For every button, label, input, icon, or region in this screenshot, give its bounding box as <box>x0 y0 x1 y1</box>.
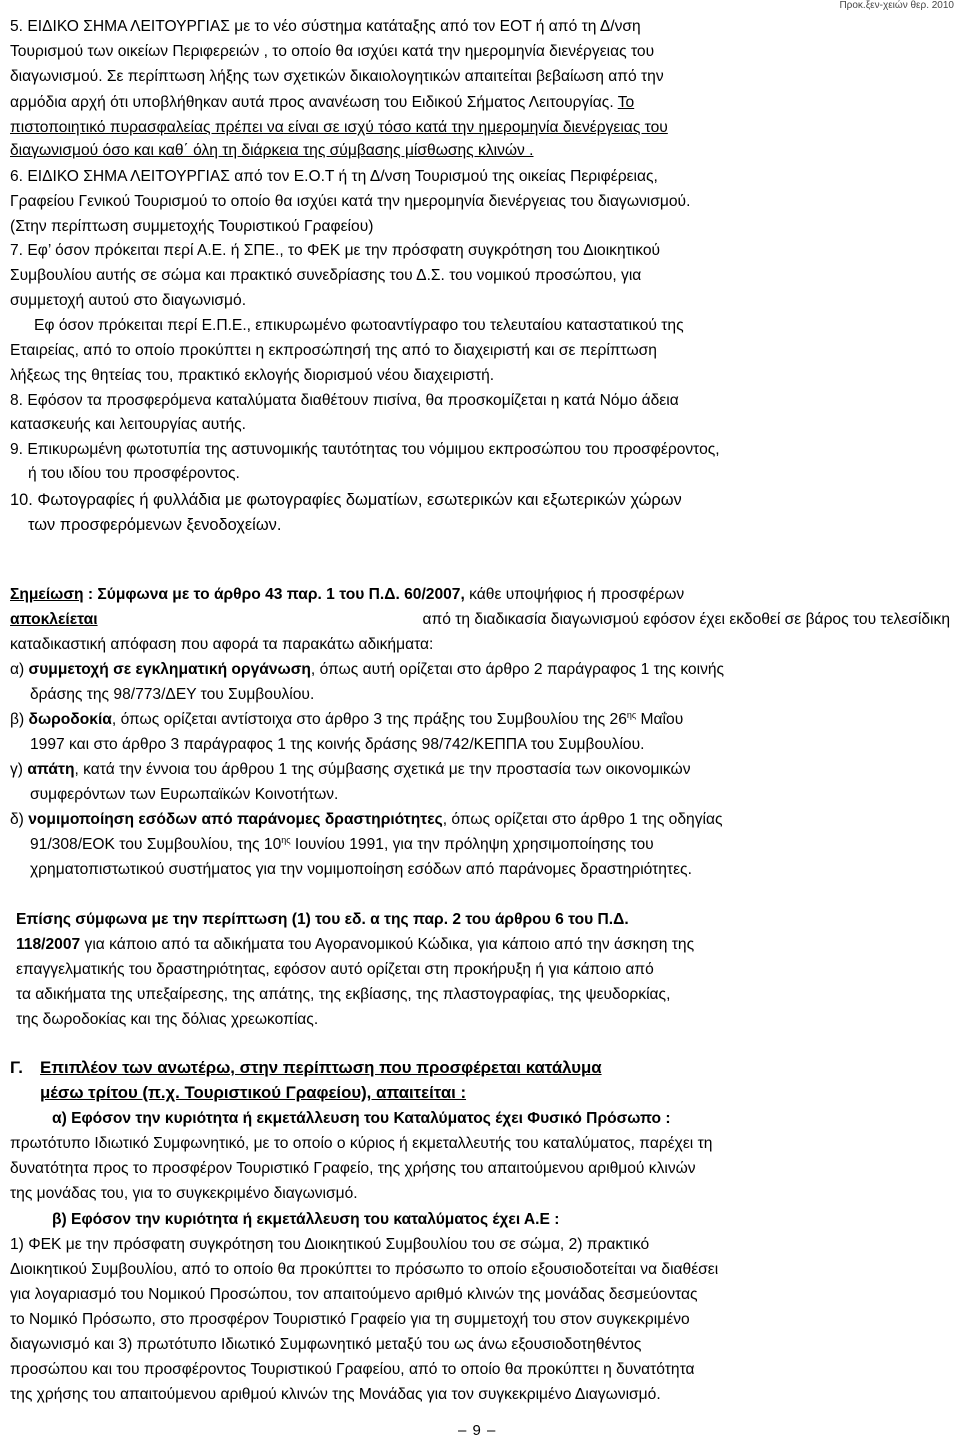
text-span: α) <box>10 661 29 678</box>
text-line: τα αδικήματα της υπεξαίρεσης, της απάτης, της εκβίασης, της πλαστογραφίας, της ψευδορκίας, <box>16 986 671 1003</box>
text-span: νομιμοποίηση εσόδων από παράνομες δραστηριότητες <box>28 811 443 828</box>
text-line: Διοικητικού Συμβουλίου, από το οποίο θα προκύπτει το πρόσωπο το οποίο εξουσιοδοτείται να διαθέσει <box>10 1261 719 1278</box>
text-line: 9. Επικυρωμένη φωτοτυπία της αστυνομικής ταυτότητας του νόμιμου εκπροσώπου του προσφέροντος, <box>10 441 720 458</box>
text-line: Γραφείου Γενικού Τουρισμού το οποίο θα ισχύει κατά την ημερομηνία διενέργειας του διαγωνισμού. <box>10 193 691 210</box>
text-line <box>10 92 634 114</box>
text-line: της χρήσης του απαιτούμενου αριθμού κλινών της Μονάδας για τον συγκεκριμένο Διαγωνισμό. <box>10 1386 661 1403</box>
text-line: πιστοποιητικό πυρασφαλείας πρέπει να είναι σε ισχύ τόσο κατά την ημερομηνία διενέργειας του <box>10 119 668 136</box>
text-line: διαγωνισμού. Σε περίπτωση λήξης των σχετικών δικαιολογητικών απαιτείται βεβαίωση από την <box>10 68 664 85</box>
text-line: για λογαριασμό του Νομικού Προσώπου, τον απαιτούμενο αριθμό κλινών της μονάδας δεσμεύοντας <box>10 1286 698 1303</box>
section-letter: Γ. <box>10 1058 23 1077</box>
text-span: Το <box>617 94 635 111</box>
text-span: αποκλείεται <box>10 611 98 628</box>
text-line: δυνατότητα προς το προσφέρον Τουριστικό Γραφείο, της χρήσης του απαιτούμενου αριθμού κλινών <box>10 1160 696 1177</box>
text-line: ή του ιδίου του προσφέροντος. <box>28 465 240 482</box>
page-number: – 9 – <box>458 1422 497 1439</box>
text-line: συμφερόντων των Ευρωπαϊκών Κοινοτήτων. <box>30 786 339 803</box>
text-line: διαγωνισμό και 3) πρωτότυπο Ιδιωτικό Συμφωνητικό μεταξύ του ως άνω εξουσιοδοτηθέντος <box>10 1336 642 1353</box>
text-line: 1997 και στο άρθρο 3 παράγραφος 1 της κοινής δράσης 98/742/ΚΕΠΠΑ του Συμβουλίου. <box>30 736 645 753</box>
text-line <box>10 584 684 606</box>
text-span: , όπως αυτή ορίζεται στο άρθρο 2 παράγραφος 1 της κοινής <box>310 661 725 678</box>
text-span: Ιουνίου 1991, για την πρόληψη χρησιμοποίησης του <box>290 836 654 853</box>
text-line: δράσης της 98/773/ΔΕΥ του Συμβουλίου. <box>30 686 315 703</box>
text-span: 118/2007 <box>16 936 81 953</box>
text-line: προσώπου και του προσφέροντος Τουριστικού Γραφείου, από το οποίο θα προκύπτει η δυνατότητα <box>10 1361 695 1378</box>
text-span: για κάποιο από τα αδικήματα του Αγορανομικού Κώδικα, για κάποιο από την άσκηση της <box>80 936 695 953</box>
text-line: β) Εφόσον την κυριότητα ή εκμετάλλευση του καταλύματος έχει Α.Ε : <box>52 1211 560 1228</box>
text-line: 10. Φωτογραφίες ή φυλλάδια με φωτογραφίες δωματίων, εσωτερικών και εξωτερικών χώρων <box>10 491 682 509</box>
text-line: διαγωνισμού όσο και καθ΄ όλη τη διάρκεια της σύμβασης μίσθωσης κλινών . <box>10 142 534 159</box>
text-line: της μονάδας του, για το συγκεκριμένο διαγωνισμό. <box>10 1185 358 1202</box>
text-span: 91/308/ΕΟΚ του Συμβουλίου, της 10 <box>30 836 282 853</box>
text-span: , όπως ορίζεται στο άρθρο 1 της οδηγίας <box>442 811 723 828</box>
text-line: Εταιρείας, από το οποίο προκύπτει η εκπροσώπησή της από το διαχειριστή και σε περίπτωση <box>10 342 657 359</box>
text-line: κατασκευής και λειτουργίας αυτής. <box>10 416 246 433</box>
text-span: από τη διαδικασία διαγωνισμού εφόσον έχει εκδοθεί σε βάρος του τελεσίδικη <box>422 611 950 628</box>
superscript: ης <box>281 834 291 845</box>
text-line: 5. ΕΙΔΙΚΟ ΣΗΜΑ ΛΕΙΤΟΥΡΓΙΑΣ με το νέο σύστημα κατάταξης από τον ΕΟΤ ή από τη Δ/νση <box>10 18 641 35</box>
text-line <box>10 809 723 831</box>
text-span: αρμόδια αρχή ότι υποβλήθηκαν αυτά προς ανανέωση του Ειδικού Σήματος Λειτουργίας. <box>10 94 614 111</box>
text-line <box>10 709 683 731</box>
text-span: δ) <box>10 811 29 828</box>
text-line <box>10 759 691 781</box>
text-span: : Σύμφωνα με το άρθρο 43 παρ. 1 του Π.Δ. 60/2007, <box>83 586 465 603</box>
section-heading: Επιπλέον των ανωτέρω, στην περίπτωση που προσφέρεται κατάλυμα <box>40 1058 602 1077</box>
text-line: πρωτότυπο Ιδιωτικό Συμφωνητικό, με το οποίο ο κύριος ή εκμεταλλευτής του καταλύματος, παρέχει τη <box>10 1135 713 1152</box>
text-line: Συμβουλίου αυτής σε σώμα και πρακτικό συνεδρίασης του Δ.Σ. του νομικού προσώπου, για <box>10 267 642 284</box>
text-span: Σημείωση <box>10 586 84 603</box>
text-span: , όπως ορίζεται αντίστοιχα στο άρθρο 3 της πράξης του Συμβουλίου της 26 <box>111 711 627 728</box>
text-span: γ) <box>10 761 28 778</box>
text-span: κάθε υποψήφιος ή προσφέρων <box>464 586 685 603</box>
text-line: χρηματοπιστωτικού συστήματος για την νομιμοποίηση εσόδων από παράνομες δραστηριότητες. <box>30 861 692 878</box>
text-line: επαγγελματικής του δραστηριότητας, εφόσον αυτό ορίζεται στη προκήρυξη ή για κάποιο από <box>16 961 654 978</box>
text-line: συμμετοχή αυτού στο διαγωνισμό. <box>10 292 247 309</box>
text-line <box>30 834 654 856</box>
text-line: (Στην περίπτωση συμμετοχής Τουριστικού Γραφείου) <box>10 218 374 235</box>
text-span: δωροδοκία <box>28 711 112 728</box>
text-span: β) <box>10 711 29 728</box>
superscript: ης <box>626 709 637 720</box>
text-span: Μαΐου <box>636 711 684 728</box>
text-span: απάτη <box>27 761 75 778</box>
text-line: καταδικαστική απόφαση που αφορά τα παρακάτω αδικήματα: <box>10 636 434 653</box>
text-line: 6. ΕΙΔΙΚΟ ΣΗΜΑ ΛΕΙΤΟΥΡΓΙΑΣ από τον Ε.Ο.Τ ή τη Δ/νση Τουρισμού της οικείας Περιφέρειας, <box>10 168 658 185</box>
text-line <box>10 659 724 681</box>
text-line: Επίσης σύμφωνα με την περίπτωση (1) του εδ. α της παρ. 2 του άρθρου 6 του Π.Δ. <box>16 911 629 928</box>
text-line: Τουρισμού των οικείων Περιφερειών , το οποίο θα ισχύει κατά την ημερομηνία διενέργειας του <box>10 43 655 60</box>
text-line: των προσφερόμενων ξενοδοχείων. <box>28 516 282 534</box>
text-line: 8. Εφόσον τα προσφερόμενα καταλύματα διαθέτουν πισίνα, θα προσκομίζεται η κατά Νόμο άδεια <box>10 392 679 409</box>
text-line <box>16 934 694 956</box>
text-line: της δωροδοκίας και της δόλιας χρεωκοπίας. <box>16 1011 319 1028</box>
section-heading: μέσω τρίτου (π.χ. Τουριστικού Γραφείου), απαιτείται : <box>40 1083 467 1102</box>
text-line <box>10 609 950 631</box>
text-line: Εφ όσον πρόκειται περί Ε.Π.Ε., επικυρωμένο φωτοαντίγραφο του τελευταίου καταστατικού της <box>34 317 684 334</box>
text-span: , κατά την έννοια του άρθρου 1 της σύμβασης σχετικά με την προστασία των οικονομικών <box>74 761 691 778</box>
text-line: 1) ΦΕΚ με την πρόσφατη συγκρότηση του Διοικητικού Συμβουλίου του σε σώμα, 2) πρακτικό <box>10 1236 650 1253</box>
header-note: Προκ.ξεν-χειών θερ. 2010 <box>839 0 954 11</box>
text-line: λήξεως της θητείας του, πρακτικό εκλογής διορισμού νέου διαχειριστή. <box>10 367 495 384</box>
text-line: 7. Εφ’ όσον πρόκειται περί Α.Ε. ή ΣΠΕ., το ΦΕΚ με την πρόσφατη συγκρότηση του Διοικητικού <box>10 242 661 259</box>
text-line: α) Εφόσον την κυριότητα ή εκμετάλλευση του Καταλύματος έχει Φυσικό Πρόσωπο : <box>52 1110 671 1127</box>
text-line: το Νομικό Πρόσωπο, στο προσφέρον Τουριστικό Γραφείο για τη συμμετοχή του στον συγκεκριμένο <box>10 1311 690 1328</box>
text-span: συμμετοχή σε εγκληματική οργάνωση <box>28 661 311 678</box>
